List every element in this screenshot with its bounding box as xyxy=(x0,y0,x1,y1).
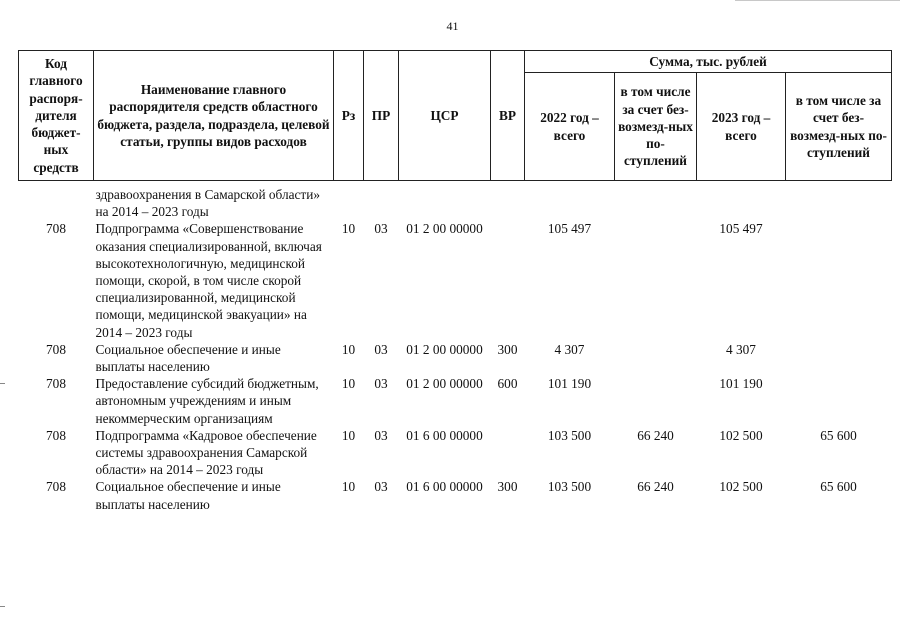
cell-2022-total: 103 500 xyxy=(547,427,592,443)
cell-vr: 600 xyxy=(497,376,518,392)
scan-edge-mark xyxy=(0,606,5,607)
cell-2023-total: 101 190 xyxy=(719,376,763,392)
table-row xyxy=(19,341,892,375)
cell-2022-free xyxy=(615,375,697,427)
continuation-text: здравоохранения в Самарской области» на 2014 – 2023 годы xyxy=(95,187,320,220)
table-row xyxy=(19,220,892,340)
header-pr: ПР xyxy=(364,51,399,181)
cell-2022-total: 103 500 xyxy=(547,479,592,495)
header-2022-total: 2022 год – всего xyxy=(525,73,615,181)
table-row xyxy=(19,478,892,512)
cell-csr: 01 6 00 00000 xyxy=(406,479,483,495)
cell-csr: 01 6 00 00000 xyxy=(406,427,483,443)
cell-rz: 10 xyxy=(341,376,356,392)
cell-2023-free xyxy=(786,220,892,340)
cell-2023-free: 65 600 xyxy=(820,427,857,443)
cell-pr: 03 xyxy=(374,221,388,237)
cell-pr: 03 xyxy=(374,427,388,443)
cell-2022-free xyxy=(615,220,697,340)
cell-2022-free xyxy=(615,341,697,375)
cell-2023-free xyxy=(786,341,892,375)
cell-pr: 03 xyxy=(374,479,388,495)
cell-name: Социальное обеспечение и иные выплаты населению xyxy=(95,479,281,512)
cell-2022-free: 66 240 xyxy=(637,427,674,443)
continuation-row xyxy=(19,181,892,221)
cell-rz: 10 xyxy=(341,427,356,443)
page-number: 41 xyxy=(446,19,459,33)
cell-2023-total: 105 497 xyxy=(719,221,763,237)
cell-name: Предоставление субсидий бюджетным, автономным учреждениям и иным некоммерческим организациям xyxy=(95,376,319,426)
cell-csr: 01 2 00 00000 xyxy=(406,376,483,392)
header-csr: ЦСР xyxy=(399,51,491,181)
header-sum: Сумма, тыс. рублей xyxy=(525,51,892,73)
cell-rz: 10 xyxy=(341,479,356,495)
table-body xyxy=(19,181,892,513)
cell-name: Подпрограмма «Совершенствование оказания специализированной, включая высокотехнологичную, медицинской помощи, скорой, в том числе скорой специализированной, медицинской помощи, медицинской эвакуации» на 2014 – 2023 годы xyxy=(95,221,322,340)
cell-2022-total: 101 190 xyxy=(547,376,592,392)
header-code: Код главного распоря-дителя бюджет-ных средств xyxy=(19,51,94,181)
cell-code: 708 xyxy=(46,341,66,357)
cell-rz: 10 xyxy=(341,221,356,237)
cell-2023-total: 102 500 xyxy=(719,479,763,495)
cell-rz: 10 xyxy=(341,341,356,357)
table-row xyxy=(19,375,892,427)
header-2023-total: 2023 год – всего xyxy=(697,73,786,181)
top-edge-rule xyxy=(735,0,900,1)
header-2022-free: в том числе за счет без-возмезд-ных по-ступлений xyxy=(615,73,697,181)
cell-2022-free: 66 240 xyxy=(637,479,674,495)
header-2023-free: в том числе за счет без-возмезд-ных по-ступлений xyxy=(786,73,892,181)
table-row xyxy=(19,427,892,479)
scan-edge-mark xyxy=(0,383,5,384)
cell-2023-total: 4 307 xyxy=(726,341,756,357)
cell-code: 708 xyxy=(46,221,66,237)
header-rz: Рз xyxy=(334,51,364,181)
budget-table xyxy=(18,50,892,513)
cell-csr: 01 2 00 00000 xyxy=(406,221,483,237)
cell-pr: 03 xyxy=(374,341,388,357)
cell-name: Социальное обеспечение и иные выплаты населению xyxy=(95,341,281,375)
cell-vr: 300 xyxy=(497,479,518,495)
cell-code: 708 xyxy=(46,427,66,443)
cell-name: Подпрограмма «Кадровое обеспечение системы здравоохранения Самарской области» на 2014 – 2023 годы xyxy=(95,427,317,478)
header-name: Наименование главного распорядителя средств областного бюджета, раздела, подраздела, целевой статьи, группы видов расходов xyxy=(94,51,334,181)
cell-code: 708 xyxy=(46,479,66,495)
cell-pr: 03 xyxy=(374,376,388,392)
cell-2022-total: 4 307 xyxy=(554,341,585,357)
cell-2023-free: 65 600 xyxy=(820,479,857,495)
cell-2023-free xyxy=(786,375,892,427)
cell-2023-total: 102 500 xyxy=(719,427,763,443)
cell-vr xyxy=(491,427,525,479)
cell-vr xyxy=(491,220,525,340)
cell-code: 708 xyxy=(46,376,66,392)
header-vr: ВР xyxy=(491,51,525,181)
cell-2022-total: 105 497 xyxy=(547,221,592,237)
cell-csr: 01 2 00 00000 xyxy=(406,341,483,357)
cell-vr: 300 xyxy=(497,341,518,357)
